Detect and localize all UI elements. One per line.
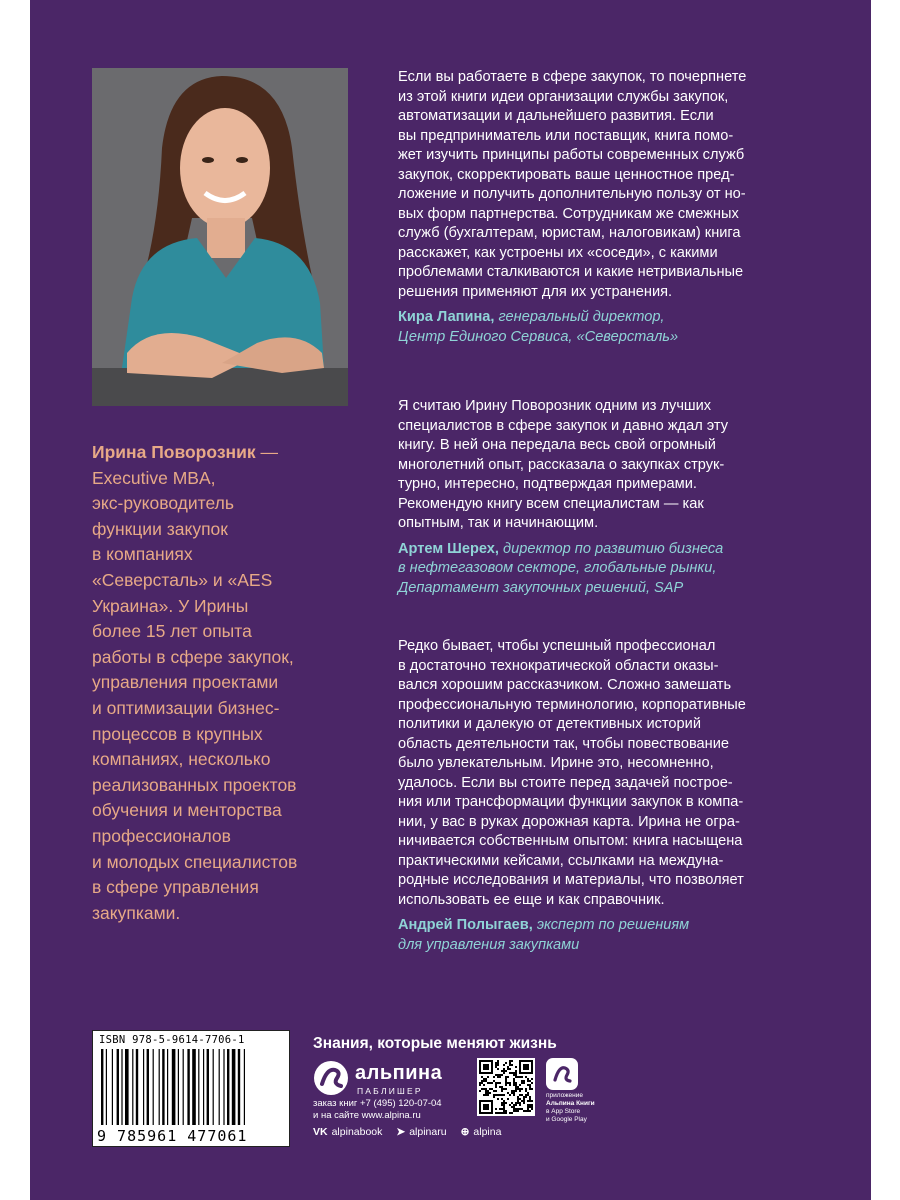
reviewer-role: генеральный директор, xyxy=(494,309,665,325)
bio-line: Украина». У Ирины xyxy=(92,595,249,616)
review-line: Я считаю Ирину Поворозник одним из лучших xyxy=(398,398,712,414)
bio-line: Executive MBA, xyxy=(92,467,216,488)
review-line: книгу. В ней она передала весь свой огромный xyxy=(398,437,716,453)
social-plus[interactable] xyxy=(461,1126,502,1138)
app-promo xyxy=(546,1092,595,1124)
order-info xyxy=(313,1098,442,1122)
order-phone: заказ книг +7 (495) 120-07-04 xyxy=(313,1098,442,1109)
review-line: Редко бывает, чтобы успешный профессионал xyxy=(398,638,716,654)
review-text xyxy=(398,397,818,534)
review-line: ложение и получить дополнительную пользу от но- xyxy=(398,186,746,202)
alpina-logo-icon xyxy=(313,1060,351,1096)
bio-line: в компаниях xyxy=(92,544,193,565)
review-line: из этой книги идеи организации службы закупок, xyxy=(398,88,729,105)
publisher-logo xyxy=(313,1060,463,1096)
reviewer-role: Департамент закупочных решений, SAP xyxy=(398,579,684,596)
reviewer-name: Кира Лапина, xyxy=(398,309,495,325)
review-line: жет изучить принципы работы современных служб xyxy=(398,147,745,163)
social-vk[interactable] xyxy=(313,1126,382,1138)
bio-line: более 15 лет опыта xyxy=(92,621,252,642)
bio-line: работы в сфере закупок, xyxy=(92,646,294,667)
social-label: alpinabook xyxy=(331,1126,383,1138)
review-text xyxy=(398,637,818,910)
reviewer-role: в нефтегазовом секторе, глобальные рынки, xyxy=(398,560,717,576)
bio-line: и оптимизации бизнес- xyxy=(92,697,280,718)
bio-line: экс-руководитель xyxy=(92,493,234,514)
review-attribution xyxy=(398,308,818,347)
bio-line: и молодых специалистов xyxy=(92,851,298,872)
order-site: и на сайте www.alpina.ru xyxy=(313,1110,421,1121)
review-line: турно, интересно, подтверждая примерами. xyxy=(398,476,697,492)
review-text xyxy=(398,68,818,302)
bio-line: закупками. xyxy=(92,902,181,923)
review-line: использовать ее еще и как справочник. xyxy=(398,891,665,908)
social-links xyxy=(313,1126,501,1138)
bio-line: профессионалов xyxy=(92,825,231,846)
alpina-books-app-icon xyxy=(546,1058,578,1090)
app-line: и Google Play xyxy=(546,1116,587,1123)
review-line: было увлекательным. Ирине это, несомненно, xyxy=(398,755,714,771)
isbn-number: ISBN 978-5-9614-7706-1 xyxy=(99,1034,245,1046)
review-1 xyxy=(398,68,818,347)
plus-icon: ⊕ xyxy=(460,1126,470,1138)
bio-line: процессов в крупных xyxy=(92,723,263,744)
review-line: родные исследования и материалы, что позволяет xyxy=(398,872,744,888)
app-line: приложение xyxy=(546,1092,583,1099)
review-line: ничивается собственным опытом: книга насыщена xyxy=(398,833,743,849)
author-photo xyxy=(92,68,348,406)
vk-icon: VK xyxy=(313,1126,328,1138)
review-line: служб (бухгалтерам, юристам, налоговикам) книга xyxy=(398,225,741,241)
review-line: автоматизации и дальнейшего развития. Если xyxy=(398,108,714,124)
author-name: Ирина Поворозник xyxy=(92,442,256,462)
review-line: вых форм партнерства. Сотрудникам же смежных xyxy=(398,205,739,222)
publisher-slogan: Знания, которые меняют жизнь xyxy=(313,1035,557,1052)
review-line: специалистов в сфере закупок и давно ждал эту xyxy=(398,417,729,434)
review-line: область деятельности так, чтобы повествование xyxy=(398,735,729,752)
review-line: вы предприниматель или поставщик, книга помо- xyxy=(398,127,734,144)
barcode-bars xyxy=(101,1049,281,1125)
reviewer-role: директор по развитию бизнеса xyxy=(498,540,724,557)
review-line: закупок, скорректировать ваше ценностное пред- xyxy=(398,166,735,183)
bio-line: «Северсталь» и «AES xyxy=(92,569,273,590)
bio-line: компаниях, несколько xyxy=(92,749,271,770)
review-line: расскажет, как устроены их «соседи», с какими xyxy=(398,244,718,261)
telegram-icon: ➤ xyxy=(396,1126,406,1138)
review-line: в достаточно технократической области оказы- xyxy=(398,657,719,674)
reviewer-role: для управления закупками xyxy=(398,936,580,953)
review-line: вался хорошим рассказчиком. Сложно замешать xyxy=(398,677,732,693)
review-2 xyxy=(398,397,818,598)
bio-line: в сфере управления xyxy=(92,877,259,898)
app-name: Альпина Книги xyxy=(546,1100,595,1107)
reviewer-name: Андрей Полыгаев, xyxy=(398,917,533,933)
review-line: профессиональную терминологию, корпоративные xyxy=(398,696,746,713)
isbn-barcode xyxy=(92,1030,290,1147)
bio-line: — xyxy=(255,442,278,462)
social-label: alpina xyxy=(473,1126,502,1138)
reviewer-role: эксперт по решениям xyxy=(532,917,690,933)
review-line: Если вы работаете в сфере закупок, то почерпнете xyxy=(398,69,747,85)
reviewer-role: Центр Единого Сервиса, «Северсталь» xyxy=(398,328,679,345)
bio-line: реализованных проектов xyxy=(92,774,297,795)
review-line: ния или трансформации функции закупок в компа- xyxy=(398,794,744,810)
ean-number: 9 785961 477061 xyxy=(97,1127,248,1145)
review-line: решения применяют для их устранения. xyxy=(398,283,673,300)
author-portrait xyxy=(92,68,348,406)
social-label: alpinaru xyxy=(409,1126,447,1138)
bio-line: функции закупок xyxy=(92,518,228,539)
review-line: проблемами сталкиваются и какие нетривиальные xyxy=(398,264,744,280)
bio-line: обучения и менторства xyxy=(92,800,282,821)
social-telegram[interactable] xyxy=(396,1126,446,1138)
reviewer-name: Артем Шерех, xyxy=(398,540,499,557)
logo-subtitle: ПАБЛИШЕР xyxy=(357,1086,423,1096)
review-line: удалось. Если вы стоите перед задачей построе- xyxy=(398,774,733,791)
bio-line: управления проектами xyxy=(92,672,279,693)
app-line: в App Store xyxy=(546,1108,581,1115)
review-attribution xyxy=(398,916,818,955)
author-bio xyxy=(92,440,362,926)
review-line: Рекомендую книгу всем специалистам — как xyxy=(398,495,704,512)
review-line: нии, у вас в руках дорожная карта. Ирина не огра- xyxy=(398,813,740,830)
review-line: практическими кейсами, ссылками на междуна- xyxy=(398,852,724,869)
review-line: многолетний опыт, рассказала о закупках струк- xyxy=(398,456,725,473)
review-line: политики и далекую от детективных историй xyxy=(398,716,701,732)
review-3 xyxy=(398,637,818,955)
qr-code xyxy=(477,1058,535,1116)
logo-wordmark: альпина xyxy=(355,1062,443,1084)
review-attribution xyxy=(398,540,818,599)
review-line: опытным, так и начинающим. xyxy=(398,515,599,531)
